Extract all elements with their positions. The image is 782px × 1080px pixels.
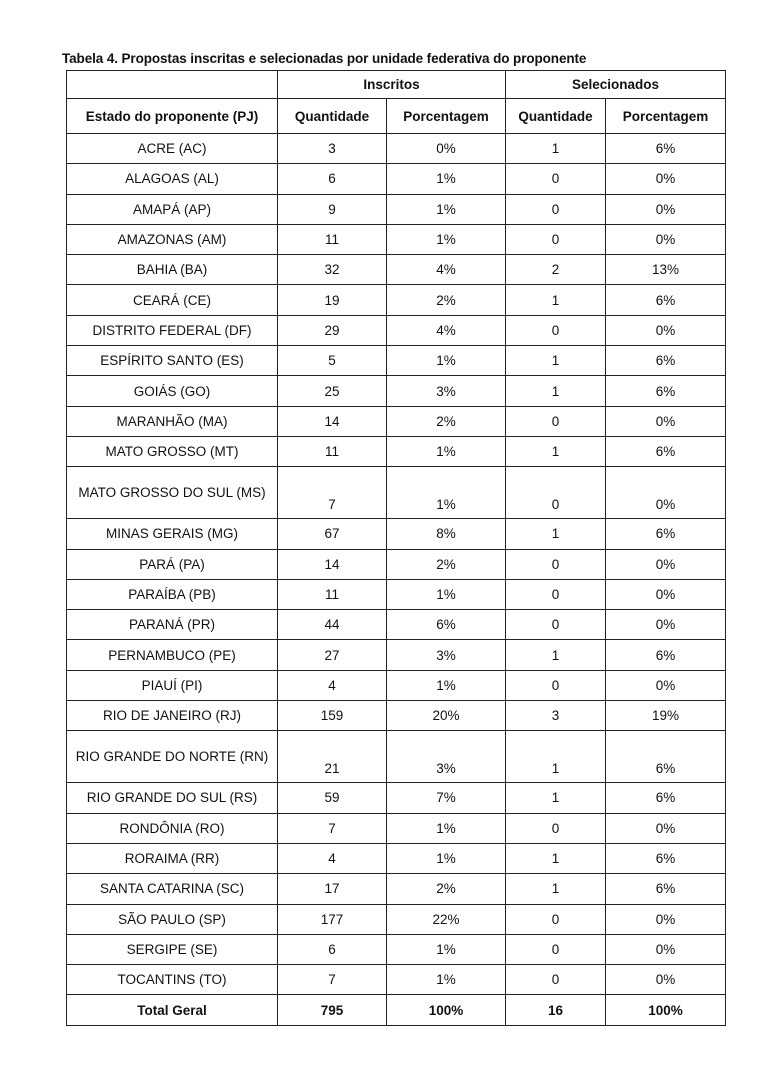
porcentagem-inscritos-cell: 1%: [387, 346, 506, 376]
quantidade-inscritos-cell: 14: [278, 549, 387, 579]
porcentagem-inscritos-cell: 2%: [387, 406, 506, 436]
quantidade-inscritos-cell: 11: [278, 224, 387, 254]
quantidade-inscritos-cell: 6: [278, 164, 387, 194]
porcentagem-inscritos-cell: 7%: [387, 783, 506, 813]
state-cell: PIAUÍ (PI): [67, 670, 278, 700]
table-row: [67, 194, 726, 224]
state-cell: ALAGOAS (AL): [67, 164, 278, 194]
porcentagem-selecionados-cell: 0%: [606, 467, 726, 519]
state-cell: SÃO PAULO (SP): [67, 904, 278, 934]
state-cell: RORAIMA (RR): [67, 843, 278, 873]
table-row: [67, 519, 726, 549]
table-row: [67, 579, 726, 609]
table-row: [67, 904, 726, 934]
total-label: Total Geral: [67, 995, 278, 1026]
table-row: [67, 285, 726, 315]
quantidade-inscritos-cell: 7: [278, 965, 387, 995]
table-row: [67, 813, 726, 843]
table-row: [67, 467, 726, 519]
porcentagem-inscritos-cell: 4%: [387, 255, 506, 285]
header-porcentagem-selecionados: Porcentagem: [606, 99, 726, 134]
porcentagem-selecionados-cell: 6%: [606, 874, 726, 904]
total-porcentagem-inscritos: 100%: [387, 995, 506, 1026]
quantidade-inscritos-cell: 5: [278, 346, 387, 376]
total-quantidade-selecionados: 16: [506, 995, 606, 1026]
total-porcentagem-selecionados: 100%: [606, 995, 726, 1026]
quantidade-inscritos-cell: 11: [278, 436, 387, 466]
quantidade-selecionados-cell: 1: [506, 640, 606, 670]
quantidade-inscritos-cell: 4: [278, 843, 387, 873]
header-quantidade-selecionados: Quantidade: [506, 99, 606, 134]
porcentagem-selecionados-cell: 0%: [606, 965, 726, 995]
porcentagem-selecionados-cell: 0%: [606, 670, 726, 700]
porcentagem-inscritos-cell: 1%: [387, 467, 506, 519]
porcentagem-inscritos-cell: 1%: [387, 813, 506, 843]
header-column-row: [67, 99, 726, 134]
total-row: [67, 995, 726, 1026]
quantidade-selecionados-cell: 1: [506, 874, 606, 904]
porcentagem-inscritos-cell: 2%: [387, 549, 506, 579]
quantidade-selecionados-cell: 1: [506, 843, 606, 873]
quantidade-selecionados-cell: 1: [506, 436, 606, 466]
porcentagem-inscritos-cell: 1%: [387, 579, 506, 609]
porcentagem-inscritos-cell: 1%: [387, 843, 506, 873]
porcentagem-selecionados-cell: 6%: [606, 134, 726, 164]
header-group-row: [67, 71, 726, 99]
table-row: [67, 436, 726, 466]
quantidade-selecionados-cell: 0: [506, 934, 606, 964]
quantidade-inscritos-cell: 67: [278, 519, 387, 549]
porcentagem-selecionados-cell: 6%: [606, 285, 726, 315]
header-selecionados: Selecionados: [506, 71, 726, 99]
proposals-table: [66, 70, 726, 1026]
quantidade-selecionados-cell: 0: [506, 194, 606, 224]
state-cell: MARANHÃO (MA): [67, 406, 278, 436]
table-row: [67, 346, 726, 376]
table-row: [67, 874, 726, 904]
quantidade-inscritos-cell: 25: [278, 376, 387, 406]
quantidade-inscritos-cell: 4: [278, 670, 387, 700]
table-row: [67, 406, 726, 436]
state-cell: PARAÍBA (PB): [67, 579, 278, 609]
porcentagem-selecionados-cell: 0%: [606, 579, 726, 609]
porcentagem-inscritos-cell: 1%: [387, 934, 506, 964]
total-quantidade-inscritos: 795: [278, 995, 387, 1026]
table-row: [67, 965, 726, 995]
porcentagem-inscritos-cell: 22%: [387, 904, 506, 934]
porcentagem-selecionados-cell: 0%: [606, 610, 726, 640]
state-cell: PARANÁ (PR): [67, 610, 278, 640]
quantidade-selecionados-cell: 0: [506, 579, 606, 609]
porcentagem-inscritos-cell: 1%: [387, 670, 506, 700]
quantidade-selecionados-cell: 0: [506, 670, 606, 700]
state-cell: SERGIPE (SE): [67, 934, 278, 964]
quantidade-selecionados-cell: 0: [506, 965, 606, 995]
porcentagem-selecionados-cell: 6%: [606, 436, 726, 466]
quantidade-inscritos-cell: 29: [278, 315, 387, 345]
state-cell: RIO GRANDE DO SUL (RS): [67, 783, 278, 813]
quantidade-selecionados-cell: 3: [506, 701, 606, 731]
porcentagem-selecionados-cell: 0%: [606, 549, 726, 579]
porcentagem-inscritos-cell: 1%: [387, 436, 506, 466]
porcentagem-inscritos-cell: 3%: [387, 640, 506, 670]
porcentagem-selecionados-cell: 0%: [606, 406, 726, 436]
header-quantidade-inscritos: Quantidade: [278, 99, 387, 134]
quantidade-selecionados-cell: 0: [506, 224, 606, 254]
quantidade-selecionados-cell: 0: [506, 467, 606, 519]
table-body: [67, 134, 726, 995]
porcentagem-selecionados-cell: 0%: [606, 315, 726, 345]
porcentagem-inscritos-cell: 0%: [387, 134, 506, 164]
quantidade-inscritos-cell: 7: [278, 813, 387, 843]
state-cell: ESPÍRITO SANTO (ES): [67, 346, 278, 376]
porcentagem-inscritos-cell: 1%: [387, 965, 506, 995]
quantidade-selecionados-cell: 2: [506, 255, 606, 285]
porcentagem-inscritos-cell: 2%: [387, 285, 506, 315]
table-caption: Tabela 4. Propostas inscritas e selecionadas por unidade federativa do proponente: [62, 51, 587, 66]
state-cell: MINAS GERAIS (MG): [67, 519, 278, 549]
state-cell: PERNAMBUCO (PE): [67, 640, 278, 670]
porcentagem-inscritos-cell: 2%: [387, 874, 506, 904]
quantidade-inscritos-cell: 32: [278, 255, 387, 285]
state-cell: RIO DE JANEIRO (RJ): [67, 701, 278, 731]
state-cell: CEARÁ (CE): [67, 285, 278, 315]
table-row: [67, 701, 726, 731]
porcentagem-inscritos-cell: 6%: [387, 610, 506, 640]
porcentagem-selecionados-cell: 19%: [606, 701, 726, 731]
porcentagem-inscritos-cell: 3%: [387, 376, 506, 406]
quantidade-inscritos-cell: 19: [278, 285, 387, 315]
table-row: [67, 164, 726, 194]
quantidade-selecionados-cell: 1: [506, 346, 606, 376]
quantidade-selecionados-cell: 0: [506, 315, 606, 345]
table-row: [67, 376, 726, 406]
porcentagem-selecionados-cell: 0%: [606, 934, 726, 964]
quantidade-selecionados-cell: 1: [506, 731, 606, 783]
porcentagem-inscritos-cell: 3%: [387, 731, 506, 783]
table-row: [67, 731, 726, 783]
porcentagem-selecionados-cell: 6%: [606, 843, 726, 873]
table-row: [67, 843, 726, 873]
state-cell: DISTRITO FEDERAL (DF): [67, 315, 278, 345]
quantidade-selecionados-cell: 0: [506, 549, 606, 579]
porcentagem-inscritos-cell: 4%: [387, 315, 506, 345]
porcentagem-selecionados-cell: 13%: [606, 255, 726, 285]
quantidade-selecionados-cell: 0: [506, 904, 606, 934]
porcentagem-selecionados-cell: 0%: [606, 164, 726, 194]
header-porcentagem-inscritos: Porcentagem: [387, 99, 506, 134]
header-inscritos: Inscritos: [278, 71, 506, 99]
porcentagem-selecionados-cell: 6%: [606, 519, 726, 549]
quantidade-inscritos-cell: 159: [278, 701, 387, 731]
table-row: [67, 670, 726, 700]
quantidade-selecionados-cell: 1: [506, 285, 606, 315]
table-row: [67, 640, 726, 670]
quantidade-selecionados-cell: 0: [506, 813, 606, 843]
state-cell: SANTA CATARINA (SC): [67, 874, 278, 904]
state-cell: BAHIA (BA): [67, 255, 278, 285]
quantidade-inscritos-cell: 44: [278, 610, 387, 640]
table-row: [67, 134, 726, 164]
table-row: [67, 783, 726, 813]
quantidade-inscritos-cell: 17: [278, 874, 387, 904]
state-cell: AMAZONAS (AM): [67, 224, 278, 254]
table-row: [67, 549, 726, 579]
quantidade-selecionados-cell: 1: [506, 519, 606, 549]
porcentagem-selecionados-cell: 6%: [606, 731, 726, 783]
state-cell: RIO GRANDE DO NORTE (RN): [67, 731, 278, 783]
porcentagem-inscritos-cell: 8%: [387, 519, 506, 549]
table-row: [67, 315, 726, 345]
table-row: [67, 255, 726, 285]
porcentagem-selecionados-cell: 6%: [606, 346, 726, 376]
state-cell: TOCANTINS (TO): [67, 965, 278, 995]
state-cell: GOIÁS (GO): [67, 376, 278, 406]
state-cell: MATO GROSSO DO SUL (MS): [67, 467, 278, 519]
porcentagem-inscritos-cell: 1%: [387, 194, 506, 224]
quantidade-selecionados-cell: 1: [506, 134, 606, 164]
porcentagem-selecionados-cell: 6%: [606, 640, 726, 670]
table-row: [67, 224, 726, 254]
quantidade-selecionados-cell: 1: [506, 376, 606, 406]
quantidade-inscritos-cell: 14: [278, 406, 387, 436]
quantidade-selecionados-cell: 0: [506, 610, 606, 640]
table-row: [67, 934, 726, 964]
porcentagem-inscritos-cell: 1%: [387, 164, 506, 194]
header-empty-cell: [67, 71, 278, 99]
header-estado: Estado do proponente (PJ): [67, 99, 278, 134]
quantidade-inscritos-cell: 59: [278, 783, 387, 813]
quantidade-inscritos-cell: 27: [278, 640, 387, 670]
quantidade-inscritos-cell: 11: [278, 579, 387, 609]
quantidade-inscritos-cell: 7: [278, 467, 387, 519]
porcentagem-inscritos-cell: 20%: [387, 701, 506, 731]
porcentagem-selecionados-cell: 6%: [606, 376, 726, 406]
quantidade-inscritos-cell: 177: [278, 904, 387, 934]
quantidade-selecionados-cell: 1: [506, 783, 606, 813]
porcentagem-selecionados-cell: 0%: [606, 224, 726, 254]
state-cell: MATO GROSSO (MT): [67, 436, 278, 466]
porcentagem-selecionados-cell: 0%: [606, 813, 726, 843]
porcentagem-selecionados-cell: 0%: [606, 194, 726, 224]
quantidade-selecionados-cell: 0: [506, 164, 606, 194]
porcentagem-selecionados-cell: 6%: [606, 783, 726, 813]
state-cell: AMAPÁ (AP): [67, 194, 278, 224]
state-cell: PARÁ (PA): [67, 549, 278, 579]
table-row: [67, 610, 726, 640]
quantidade-selecionados-cell: 0: [506, 406, 606, 436]
quantidade-inscritos-cell: 9: [278, 194, 387, 224]
quantidade-inscritos-cell: 3: [278, 134, 387, 164]
porcentagem-selecionados-cell: 0%: [606, 904, 726, 934]
state-cell: ACRE (AC): [67, 134, 278, 164]
quantidade-inscritos-cell: 6: [278, 934, 387, 964]
quantidade-inscritos-cell: 21: [278, 731, 387, 783]
state-cell: RONDÔNIA (RO): [67, 813, 278, 843]
porcentagem-inscritos-cell: 1%: [387, 224, 506, 254]
